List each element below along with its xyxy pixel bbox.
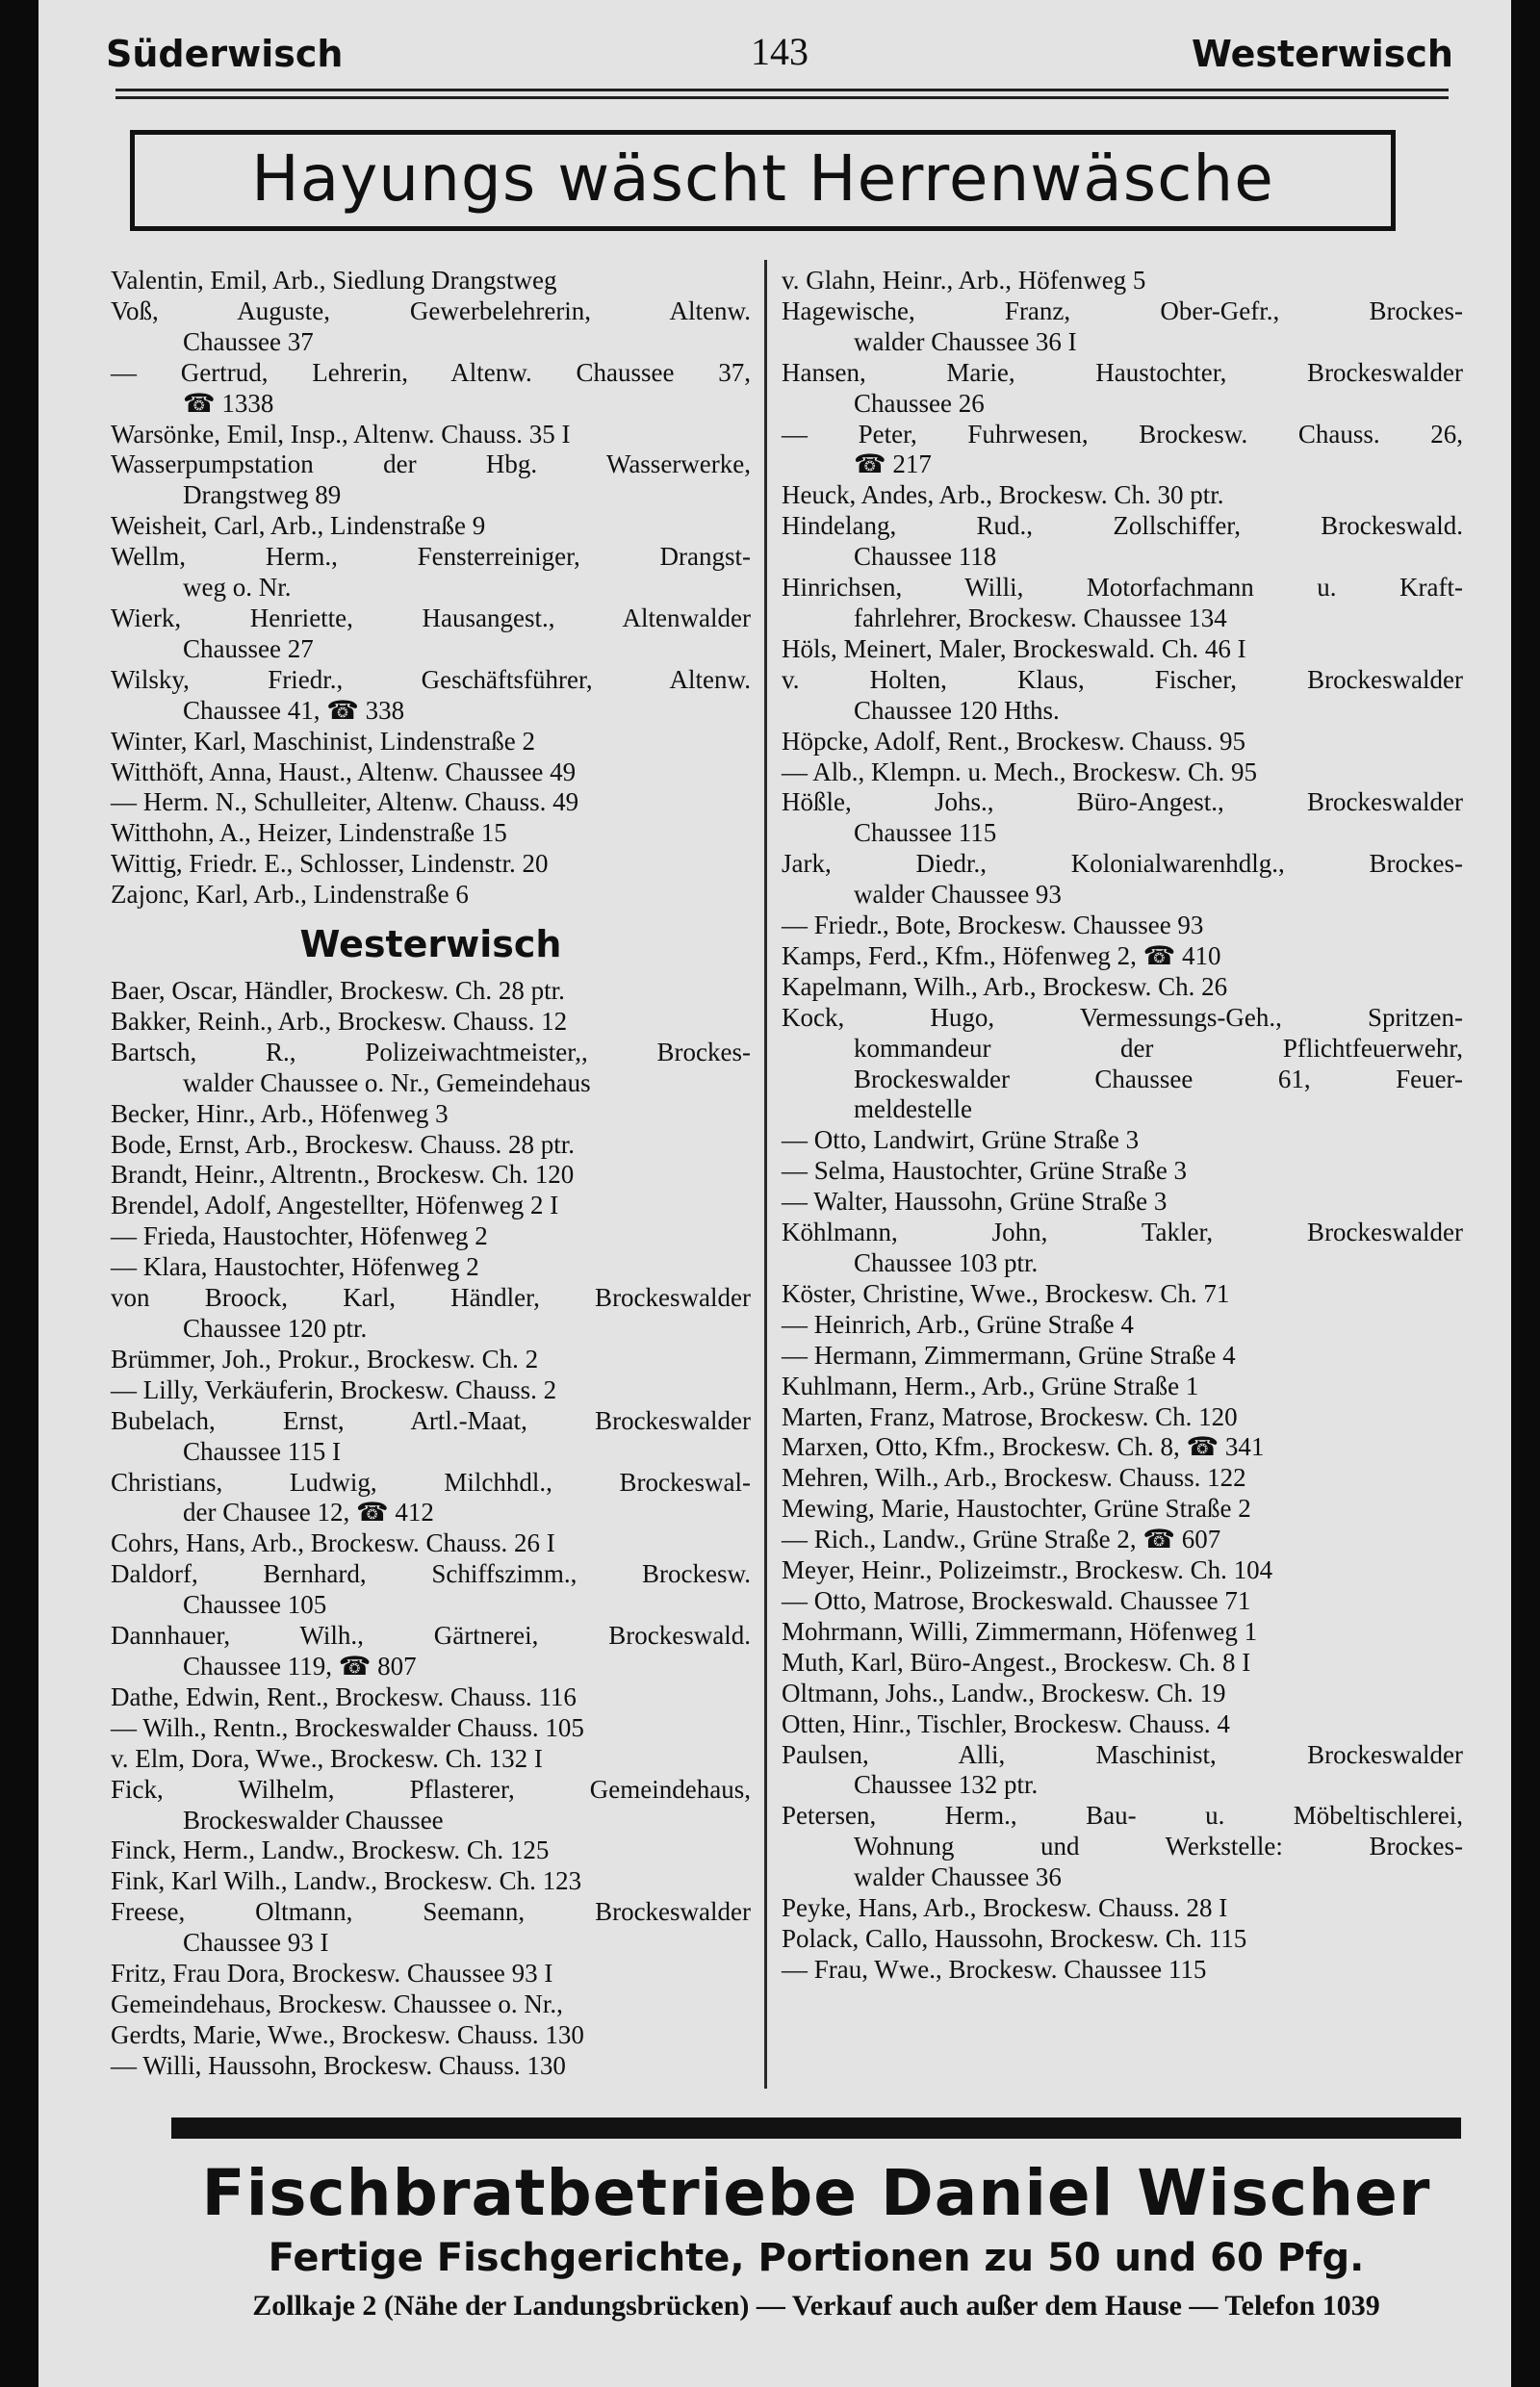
directory-entry [782,1893,1463,1924]
entry-line: v. Holten, Klaus, Fischer, Brockeswalder [782,664,1463,694]
directory-entry [782,1341,1463,1372]
directory-entry [111,1897,751,1959]
entry-line: Fink, Karl Wilh., Landw., Brockesw. Ch. 123 [111,1866,582,1896]
page-number: 143 [751,30,808,73]
entry-line: Hindelang, Rud., Zollschiffer, Brockeswald. [782,511,1463,541]
directory-entry [111,1221,751,1252]
directory-entry [782,849,1463,911]
directory-entry [111,1007,751,1038]
directory-entry [111,976,751,1007]
entry-continuation-line: ☎ 1338 [183,388,274,418]
entry-line: Bode, Ernst, Arb., Brockesw. Chauss. 28 ptr. [111,1129,575,1159]
directory-entry [111,1775,751,1836]
entry-line: Brandt, Heinr., Altrentn., Brockesw. Ch. 120 [111,1160,575,1190]
column-divider [764,260,767,2089]
entry-line: Bakker, Reinh., Arb., Brockesw. Chauss. 12 [111,1006,568,1036]
entry-line: — Rich., Landw., Grüne Straße 2, ☎ 607 [782,1525,1221,1554]
directory-entry [111,603,751,665]
left-entries-top [111,266,751,911]
directory-entry [111,849,751,880]
directory-page [38,0,1511,2387]
directory-entry [111,266,751,296]
entry-line: Wellm, Herm., Fensterreiniger, Drangst- [111,542,751,572]
entry-line: Marxen, Otto, Kfm., Brockesw. Ch. 8, ☎ 341 [782,1432,1265,1462]
directory-entry [782,1555,1463,1586]
entry-continuation-line: ☎ 217 [854,449,932,479]
entry-line: Wilsky, Friedr., Geschäftsführer, Altenw. [111,664,751,694]
entry-line: Witthohn, A., Heizer, Lindenstraße 15 [111,818,507,848]
entry-continuation-line: Chaussee 26 [854,388,985,418]
directory-entry [782,296,1463,358]
entry-line: Hößle, Johs., Büro-Angest., Brockeswalder [782,787,1463,817]
directory-entry [111,2051,751,2082]
entry-continuation-line: Chaussee 132 ptr. [854,1770,1039,1800]
entry-line: Warsönke, Emil, Insp., Altenw. Chauss. 35 I [111,419,571,449]
entry-line: Paulsen, Alli, Maschinist, Brockeswalder [782,1739,1463,1769]
entry-line: — Gertrud, Lehrerin, Altenw. Chaussee 37, [111,357,751,387]
entry-line: Bubelach, Ernst, Artl.-Maat, Brockeswalder [111,1405,751,1435]
directory-entry [111,1130,751,1161]
directory-entry [111,542,751,603]
entry-continuation-line: Drangstweg 89 [183,480,342,510]
directory-entry [111,1621,751,1682]
directory-entry [782,1924,1463,1955]
entry-continuation-line: walder Chaussee 93 [854,880,1062,910]
right-entries [782,266,1463,1986]
entry-line: Köster, Christine, Wwe., Brockesw. Ch. 71 [782,1278,1230,1308]
ad-offer: Fertige Fischgerichte, Portionen zu 50 und 60 Pfg. [268,2236,1365,2280]
entry-line: — Wilh., Rentn., Brockeswalder Chauss. 105 [111,1712,584,1742]
directory-entry [111,1989,751,2020]
directory-entry [782,1372,1463,1402]
directory-entry [782,358,1463,420]
entry-line: — Peter, Fuhrwesen, Brockesw. Chauss. 26, [782,419,1463,449]
directory-entry [782,1125,1463,1156]
ad-company-name: Fischbratbetriebe Daniel Wischer [201,2156,1431,2230]
entry-line: Oltmann, Johs., Landw., Brockesw. Ch. 19 [782,1678,1226,1707]
entry-line: — Friedr., Bote, Brockesw. Chaussee 93 [782,911,1204,940]
entry-line: Muth, Karl, Büro-Angest., Brockesw. Ch. 8 I [782,1647,1251,1677]
entry-continuation-line: walder Chaussee 36 I [854,326,1077,356]
directory-entry [782,1709,1463,1740]
bottom-advertisement [171,2156,1461,2327]
entry-line: Christians, Ludwig, Milchhdl., Brockeswal- [111,1467,751,1497]
entry-line: — Herm. N., Schulleiter, Altenw. Chauss. 49 [111,787,579,817]
entry-continuation-line: Chaussee 27 [183,633,314,663]
directory-entry [111,420,751,450]
directory-entry [782,1679,1463,1709]
directory-entry [111,787,751,818]
entry-line: Hinrichsen, Willi, Motorfachmann u. Kraft- [782,573,1463,603]
entry-continuation-line: Chaussee 37 [183,326,314,356]
entry-line: — Klara, Haustochter, Höfenweg 2 [111,1252,479,1282]
entry-continuation-line: Chaussee 115 I [183,1436,341,1466]
directory-entry [111,449,751,511]
directory-entry [111,1468,751,1529]
directory-entry [111,1713,751,1744]
directory-entry [782,1617,1463,1648]
header-right-locality: Westerwisch [1192,33,1453,75]
entry-continuation-line: Chaussee 120 ptr. [183,1314,368,1343]
directory-entry [782,1279,1463,1310]
directory-entry [782,266,1463,296]
entry-line: Jark, Diedr., Kolonialwarenhdlg., Brockes- [782,849,1463,879]
left-column [111,266,751,2082]
entry-line: Winter, Karl, Maschinist, Lindenstraße 2 [111,726,535,756]
entry-line: Zajonc, Karl, Arb., Lindenstraße 6 [111,880,469,910]
entry-line: — Selma, Haustochter, Grüne Straße 3 [782,1156,1188,1186]
directory-entry [782,1494,1463,1525]
directory-entry [782,1648,1463,1679]
directory-entry [782,511,1463,573]
section-title-westerwisch: Westerwisch [299,923,562,966]
entry-line: — Heinrich, Arb., Grüne Straße 4 [782,1309,1134,1339]
directory-entry [782,1586,1463,1617]
entry-continuation-line: Brockeswalder Chaussee [183,1805,444,1835]
directory-entry [111,1283,751,1345]
entry-continuation-line: Chaussee 119, ☎ 807 [183,1651,417,1681]
entry-line: — Hermann, Zimmermann, Grüne Straße 4 [782,1340,1236,1370]
directory-entry [111,1682,751,1713]
header-rule-top [116,89,1449,91]
directory-entry [111,1099,751,1130]
entry-line: Otten, Hinr., Tischler, Brockesw. Chauss. 4 [782,1708,1230,1738]
ad-address: Zollkaje 2 (Nähe der Landungsbrücken) — Verkauf auch außer dem Hause — Telefon 1039 [252,2290,1380,2322]
directory-entry [782,1310,1463,1341]
entry-continuation-line: walder Chaussee o. Nr., Gemeindehaus [183,1067,591,1097]
directory-entry [111,1038,751,1099]
directory-entry [782,727,1463,757]
entry-continuation-line: der Chausee 12, ☎ 412 [183,1498,434,1527]
directory-entry [111,1345,751,1375]
entry-continuation-line: Chaussee 118 [854,542,997,572]
directory-entry [782,1187,1463,1218]
directory-entry [782,972,1463,1003]
entry-line: Peyke, Hans, Arb., Brockesw. Chauss. 28 I [782,1893,1228,1923]
entry-line: Brendel, Adolf, Angestellter, Höfenweg 2 I [111,1191,559,1220]
right-column [782,266,1463,1986]
entry-line: Finck, Herm., Landw., Brockesw. Ch. 125 [111,1835,550,1865]
directory-entry [782,665,1463,727]
entry-line: Voß, Auguste, Gewerbelehrerin, Altenw. [111,295,751,325]
entry-line: Gemeindehaus, Brockesw. Chaussee o. Nr., [111,1989,563,2018]
entry-line: Dannhauer, Wilh., Gärtnerei, Brockeswald. [111,1621,751,1651]
directory-entry [111,1252,751,1283]
entry-line: v. Elm, Dora, Wwe., Brockesw. Ch. 132 I [111,1743,543,1773]
entry-line: Petersen, Herm., Bau- u. Möbeltischlerei, [782,1801,1463,1831]
entry-line: Mohrmann, Willi, Zimmermann, Höfenweg 1 [782,1616,1258,1646]
directory-entry [111,2020,751,2051]
entry-line: — Otto, Landwirt, Grüne Straße 3 [782,1125,1140,1155]
entry-line: Hansen, Marie, Haustochter, Brockeswalder [782,357,1463,387]
entry-continuation-line: Chaussee 105 [183,1590,327,1620]
entry-line: — Lilly, Verkäuferin, Brockesw. Chauss. 2 [111,1374,557,1404]
entry-line: — Walter, Haussohn, Grüne Straße 3 [782,1187,1168,1217]
directory-entry [111,818,751,849]
directory-entry [782,573,1463,634]
directory-entry [111,1406,751,1468]
entry-line: Hagewische, Franz, Ober-Gefr., Brockes- [782,295,1463,325]
directory-entry [111,1744,751,1775]
directory-entry [782,911,1463,941]
entry-line: — Frau, Wwe., Brockesw. Chaussee 115 [782,1954,1207,1984]
entry-line: — Frieda, Haustochter, Höfenweg 2 [111,1221,488,1251]
entry-line: Becker, Hinr., Arb., Höfenweg 3 [111,1098,449,1128]
directory-entry [782,1156,1463,1187]
entry-line: Baer, Oscar, Händler, Brockesw. Ch. 28 ptr. [111,976,565,1006]
page-header [106,27,1453,85]
entry-continuation-line: kommandeur der Pflichtfeuerwehr, [854,1033,1463,1063]
entry-line: Höpcke, Adolf, Rent., Brockesw. Chauss. 95 [782,726,1245,756]
directory-entry [782,1463,1463,1494]
directory-entry [782,634,1463,665]
directory-entry [111,1959,751,1989]
entry-continuation-line: meldestelle [854,1094,972,1124]
entry-continuation-line: Brockeswalder Chaussee 61, Feuer- [854,1064,1463,1093]
directory-entry [782,1432,1463,1463]
entry-continuation-line: fahrlehrer, Brockesw. Chaussee 134 [854,603,1227,632]
directory-entry [782,480,1463,511]
entry-line: Kapelmann, Wilh., Arb., Brockesw. Ch. 26 [782,971,1228,1001]
entry-line: von Broock, Karl, Händler, Brockeswalder [111,1283,751,1313]
entry-line: Fick, Wilhelm, Pflasterer, Gemeindehaus, [111,1774,751,1804]
entry-line: Dathe, Edwin, Rent., Brockesw. Chauss. 116 [111,1681,577,1711]
advertisement-bar [171,2118,1461,2139]
directory-entry [111,1191,751,1221]
entry-continuation-line: Chaussee 120 Hths. [854,695,1060,725]
top-advertisement: Hayungs wäscht Herrenwäsche [130,130,1396,231]
entry-line: Höls, Meinert, Maler, Brockeswald. Ch. 46 I [782,633,1246,663]
entry-line: Daldorf, Bernhard, Schiffszimm., Brockesw. [111,1559,751,1589]
directory-entry [782,787,1463,849]
directory-entry [111,757,751,788]
entry-line: Marten, Franz, Matrose, Brockesw. Ch. 120 [782,1401,1238,1431]
entry-line: Wierk, Henriette, Hausangest., Altenwalder [111,603,751,632]
directory-entry [782,420,1463,481]
directory-entry [111,880,751,911]
entry-line: Mewing, Marie, Haustochter, Grüne Straße 2 [782,1494,1251,1524]
entry-line: — Willi, Haussohn, Brockesw. Chauss. 130 [111,2050,566,2080]
entry-line: Kamps, Ferd., Kfm., Höfenweg 2, ☎ 410 [782,940,1221,970]
entry-line: Polack, Callo, Haussohn, Brockesw. Ch. 115 [782,1923,1247,1953]
directory-entry [782,1801,1463,1893]
entry-line: Meyer, Heinr., Polizeimstr., Brockesw. Ch. 104 [782,1555,1273,1585]
directory-entry [782,1525,1463,1555]
entry-line: Gerdts, Marie, Wwe., Brockesw. Chauss. 130 [111,2019,584,2049]
entry-continuation-line: walder Chaussee 36 [854,1862,1062,1892]
entry-line: Cohrs, Hans, Arb., Brockesw. Chauss. 26 I [111,1528,555,1558]
left-entries-bottom [111,976,751,2082]
directory-entry [111,665,751,727]
directory-entry [111,1375,751,1406]
entry-continuation-line: Chaussee 103 ptr. [854,1248,1039,1277]
entry-line: Mehren, Wilh., Arb., Brockesw. Chauss. 122 [782,1463,1246,1493]
entry-line: Fritz, Frau Dora, Brockesw. Chaussee 93 I [111,1959,553,1989]
entry-line: Köhlmann, John, Takler, Brockeswalder [782,1218,1463,1247]
entry-line: Bartsch, R., Polizeiwachtmeister,, Brockes- [111,1037,751,1066]
entry-continuation-line: Chaussee 41, ☎ 338 [183,695,405,725]
directory-entry [111,1866,751,1897]
directory-entry [111,1559,751,1621]
entry-continuation-line: Wohnung und Werkstelle: Brockes- [854,1832,1463,1861]
entry-line: Wittig, Friedr. E., Schlosser, Lindenstr. 20 [111,849,549,879]
directory-entry [111,358,751,420]
directory-entry [111,296,751,358]
directory-entry [782,1955,1463,1986]
directory-entry [782,1218,1463,1279]
entry-line: Wasserpumpstation der Hbg. Wasserwerke, [111,449,751,479]
entry-line: — Alb., Klempn. u. Mech., Brockesw. Ch. 95 [782,757,1257,786]
entry-line: Weisheit, Carl, Arb., Lindenstraße 9 [111,511,486,541]
entry-continuation-line: Chaussee 93 I [183,1928,329,1958]
directory-entry [782,1003,1463,1126]
entry-continuation-line: Chaussee 115 [854,818,997,848]
directory-entry [111,727,751,757]
entry-line: Brümmer, Joh., Prokur., Brockesw. Ch. 2 [111,1344,539,1373]
entry-line: Heuck, Andes, Arb., Brockesw. Ch. 30 ptr. [782,480,1224,510]
entry-line: — Otto, Matrose, Brockeswald. Chaussee 71 [782,1585,1251,1615]
directory-entry [782,1402,1463,1433]
entry-line: Witthöft, Anna, Haust., Altenw. Chaussee 49 [111,757,577,786]
entry-line: v. Glahn, Heinr., Arb., Höfenweg 5 [782,266,1146,295]
directory-entry [111,1160,751,1191]
entry-line: Kuhlmann, Herm., Arb., Grüne Straße 1 [782,1371,1199,1400]
directory-entry [111,511,751,542]
directory-entry [782,941,1463,972]
entry-line: Valentin, Emil, Arb., Siedlung Drangstweg [111,266,557,295]
entry-continuation-line: weg o. Nr. [183,573,292,603]
directory-entry [111,1835,751,1866]
entry-line: Freese, Oltmann, Seemann, Brockeswalder [111,1897,751,1927]
directory-entry [111,1528,751,1559]
directory-entry [782,1740,1463,1802]
header-left-locality: Süderwisch [106,33,344,75]
header-rule-bottom [116,96,1449,99]
entry-line: Kock, Hugo, Vermessungs-Geh., Spritzen- [782,1002,1463,1032]
directory-entry [782,757,1463,788]
